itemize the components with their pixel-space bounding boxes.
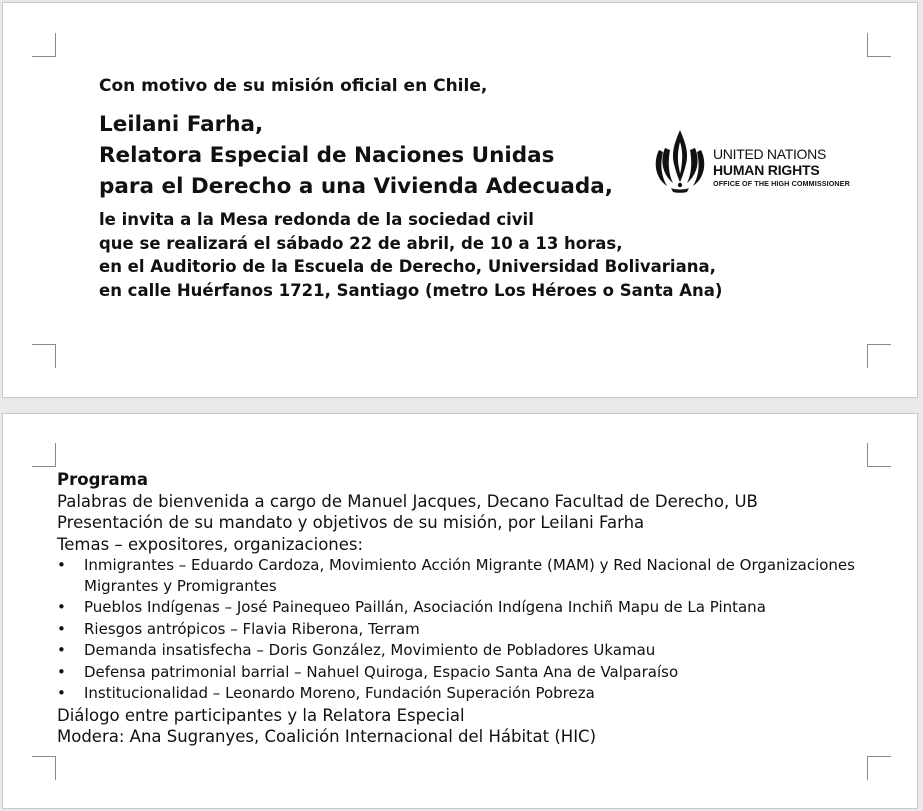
list-item (57, 555, 887, 596)
margin-mark-top-right (867, 33, 891, 57)
program-line: Diálogo entre participantes y la Relatora Especial (57, 705, 465, 725)
logo-line-office: OFFICE OF THE HIGH COMMISSIONER (713, 179, 850, 188)
event-detail-line: que se realizará el sábado 22 de abril, de 10 a 13 horas, (99, 233, 623, 253)
event-details (99, 208, 722, 302)
topic-text: Pueblos Indígenas – José Painequeo Paillán, Asociación Indígena Inchiñ Mapu de La Pintana (84, 598, 766, 616)
bullet-icon: • (57, 684, 66, 702)
margin-mark-bottom-left (32, 756, 56, 780)
program-line: Palabras de bienvenida a cargo de Manuel Jacques, Decano Facultad de Derecho, UB (57, 491, 758, 511)
program-line: Temas – expositores, organizaciones: (57, 534, 364, 554)
invitation-page (2, 2, 918, 398)
event-detail-line: en calle Huérfanos 1721, Santiago (metro Los Héroes o Santa Ana) (99, 280, 723, 300)
event-detail-line: le invita a la Mesa redonda de la sociedad civil (99, 210, 534, 229)
topic-text: Riesgos antrópicos – Flavia Riberona, Terram (84, 619, 420, 638)
margin-mark-bottom-right (867, 756, 891, 780)
list-item (57, 619, 887, 640)
list-item (57, 662, 887, 683)
bullet-icon: • (57, 641, 66, 659)
topic-text: Inmigrantes – Eduardo Cardoza, Movimiento Acción Migrante (MAM) y Red Nacional de Organizaciones Migrantes y Promigrantes (84, 556, 855, 595)
invitation-intro: Con motivo de su misión oficial en Chile, (99, 76, 488, 96)
rapporteur-name: Leilani Farha, (99, 112, 264, 137)
list-item (57, 640, 887, 661)
topic-text: Institucionalidad – Leonardo Moreno, Fundación Superación Pobreza (84, 684, 595, 702)
bullet-icon: • (57, 598, 66, 616)
program-page (2, 413, 918, 809)
bullet-icon: • (57, 619, 66, 638)
bullet-icon: • (57, 662, 66, 681)
ohchr-logo-text (713, 146, 850, 189)
list-item (57, 683, 887, 704)
topics-list (57, 555, 887, 704)
rapporteur-title-line: para el Derecho a una Vivienda Adecuada, (99, 174, 613, 199)
list-item (57, 597, 887, 618)
bullet-icon: • (57, 556, 66, 574)
topic-text: Demanda insatisfecha – Doris González, Movimiento de Pobladores Ukamau (84, 641, 656, 659)
rapporteur-name-block (99, 109, 613, 202)
program-line: Modera: Ana Sugranyes, Coalición Internacional del Hábitat (HIC) (57, 727, 597, 746)
margin-mark-top-left (32, 33, 56, 57)
ohchr-logo (651, 128, 851, 198)
un-emblem-flame-icon (651, 128, 709, 194)
margin-mark-top-right (867, 443, 891, 467)
program-line: Presentación de su mandato y objetivos de su misión, por Leilani Farha (57, 513, 645, 532)
logo-line-human-rights: HUMAN RIGHTS (713, 162, 820, 178)
event-detail-line: en el Auditorio de la Escuela de Derecho, Universidad Bolivariana, (99, 257, 716, 276)
rapporteur-title-line: Relatora Especial de Naciones Unidas (99, 143, 555, 168)
program-title: Programa (57, 470, 148, 489)
topic-text: Defensa patrimonial barrial – Nahuel Quiroga, Espacio Santa Ana de Valparaíso (84, 662, 679, 681)
margin-mark-bottom-left (32, 344, 56, 368)
margin-mark-top-left (32, 443, 56, 467)
program-section (57, 469, 887, 748)
margin-mark-bottom-right (867, 344, 891, 368)
logo-line-united-nations: UNITED NATIONS (713, 146, 826, 162)
